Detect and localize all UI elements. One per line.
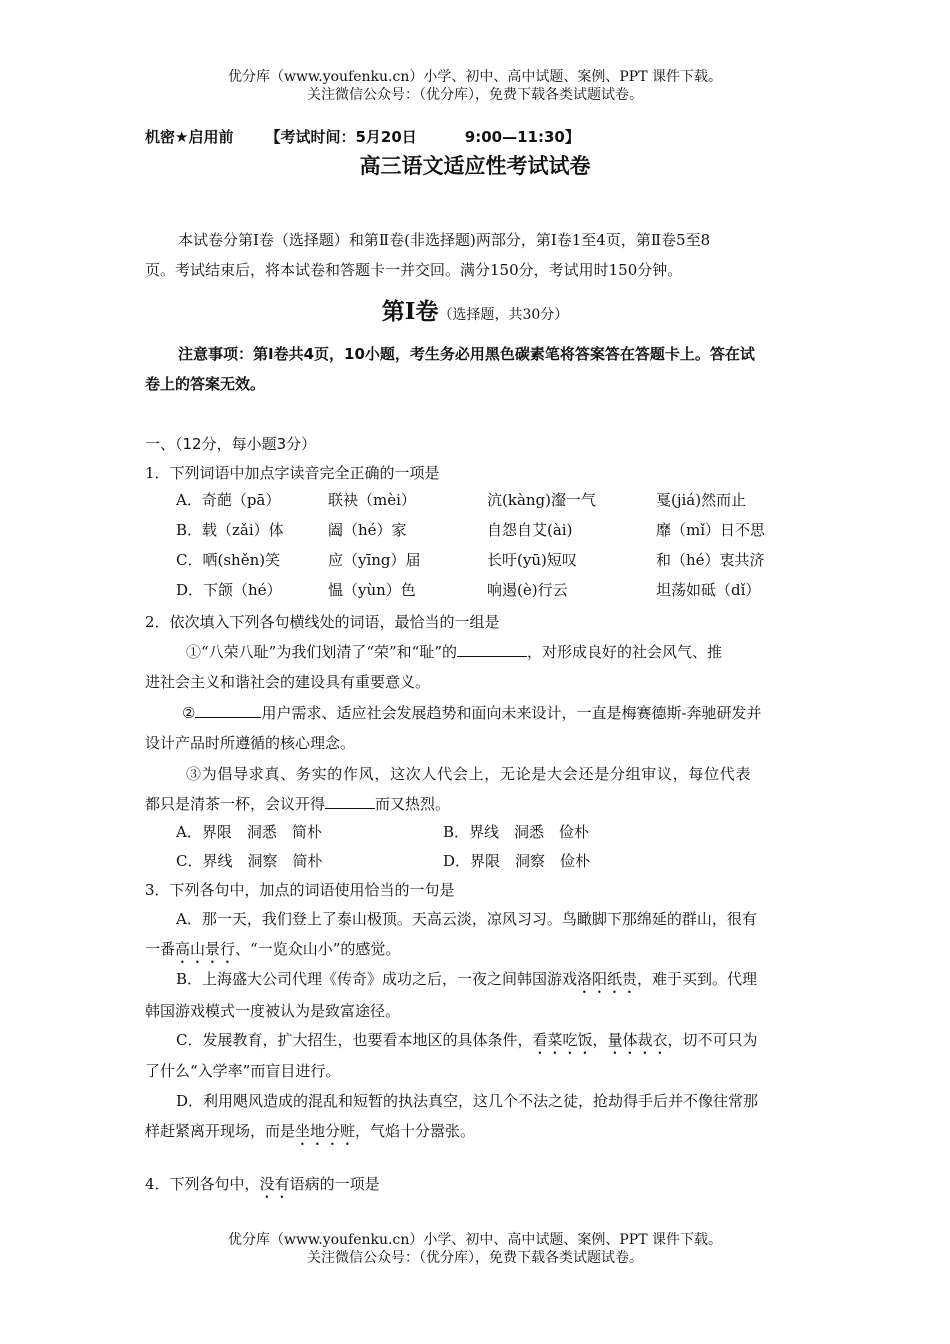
q3-c-mid: ， <box>592 1031 608 1049</box>
q2-s2-text-b: 用户需求、适应社会发展趋势和面向未来设计，一直是梅赛德斯-奔驰研发并 <box>261 704 762 722</box>
q2-s1-text-a: ①“八荣八耻”为我们划清了“荣”和“耻”的 <box>186 643 458 661</box>
exam-meta <box>145 126 580 147</box>
exam-date: 【考试时间：5月20日 <box>265 128 417 146</box>
q4-stem <box>145 1173 380 1202</box>
q3-b-pre: B．上海盛大公司代理《传奇》成功之后，一夜之间韩国游戏 <box>176 970 578 988</box>
q3-d-post: ，气焰十分嚣张。 <box>355 1122 476 1140</box>
q1-b-3: 自怨自艾(ài) <box>487 521 573 539</box>
q2-option-d: D．界限 洞察 俭朴 <box>443 852 591 870</box>
q2-option-b: B．界线 洞悉 俭朴 <box>443 823 590 841</box>
q3-d-pre: 样赶紧离开现场，而是 <box>145 1122 296 1140</box>
q3-c-dotted-2: 量体裁衣 <box>607 1031 668 1049</box>
q3-d-line2 <box>145 1120 475 1149</box>
site-header-line2: 关注微信公众号：（优分库），免费下载各类试题试卷。 <box>307 87 643 103</box>
q2-blank-1 <box>457 642 527 657</box>
q3-b-line1 <box>176 968 757 997</box>
q1-stem: 1．下列词语中加点字读音完全正确的一项是 <box>145 464 440 482</box>
q4-post: 语病的一项是 <box>289 1175 380 1193</box>
q1-d-4: 坦荡如砥（dǐ） <box>656 581 761 599</box>
q1-b-2: 阖（hé）家 <box>328 521 407 539</box>
notice-line1: 注意事项：第Ⅰ卷共4页，10小题，考生务必用黑色碳素笔将答案答在答题卡上。答在试 <box>178 345 755 363</box>
q1-d-1: D．下颌（hé） <box>176 581 282 599</box>
q3-a-line2 <box>145 938 400 967</box>
q2-s3-cont <box>145 793 450 814</box>
q2-sentence2 <box>182 702 762 723</box>
page-title: 高三语文适应性考试试卷 <box>359 153 591 178</box>
q3-b-post: ，难于买到。代理 <box>637 970 758 988</box>
intro-line1: 本试卷分第Ⅰ卷（选择题）和第Ⅱ卷(非选择题)两部分，第Ⅰ卷1至4页，第Ⅱ卷5至8 <box>178 231 711 249</box>
q2-option-c: C．界线 洞察 简朴 <box>176 852 323 870</box>
q2-stem: 2．依次填入下列各句横线处的词语，最恰当的一组是 <box>145 613 500 631</box>
q2-s2-cont: 设计产品时所遵循的核心理念。 <box>145 734 356 752</box>
q3-a-dotted: 高山景行 <box>175 940 236 958</box>
q1-c-1: C．哂(shěn)笑 <box>176 551 281 569</box>
q3-b-dotted: 洛阳纸贵 <box>577 970 638 988</box>
q2-blank-3 <box>325 794 375 809</box>
q3-d-dotted: 坐地分赃 <box>295 1122 356 1140</box>
q1-d-3: 响遏(è)行云 <box>487 581 568 599</box>
exam-hours: 9:00—11:30】 <box>464 128 580 146</box>
q3-b-line2: 韩国游戏模式一度被认为是致富途径。 <box>145 1002 401 1020</box>
q2-blank-2 <box>195 703 261 718</box>
notice-line2: 卷上的答案无效。 <box>145 375 266 393</box>
intro-line2: 页。考试结束后，将本试卷和答题卡一并交回。满分150分，考试用时150分钟。 <box>145 261 683 279</box>
volume-heading <box>0 293 950 326</box>
q1-a-3: 沆(kàng)瀣一气 <box>487 491 596 509</box>
q3-c-post: ，切不可只为 <box>667 1031 758 1049</box>
section-heading: 一、（12分，每小题3分） <box>145 435 317 453</box>
q3-a-pre: 一番 <box>145 940 176 958</box>
q1-d-2: 愠（yùn）色 <box>328 581 416 599</box>
q4-dotted: 没有 <box>259 1175 290 1193</box>
q3-d-line1: D．利用飓风造成的混乱和短暂的执法真空，这几个不法之徒，抢劫得手后并不像往常那 <box>176 1092 759 1110</box>
q3-c-dotted-1: 看菜吃饭 <box>532 1031 593 1049</box>
q2-s3-text-a: 都只是清茶一杯，会议开得 <box>145 795 326 813</box>
q1-b-4: 靡（mǐ）日不思 <box>656 521 766 539</box>
site-footer-line2: 关注微信公众号：（优分库），免费下载各类试题试卷。 <box>307 1250 643 1266</box>
q1-c-3: 长吁(yū)短叹 <box>487 551 577 569</box>
q2-sentence3: ③为倡导求真、务实的作风，这次人代会上，无论是大会还是分组审议，每位代表 <box>186 765 752 783</box>
q1-a-4: 戛(jiá)然而止 <box>656 491 747 509</box>
q3-a-post: 、“一览众山小”的感觉。 <box>235 940 401 958</box>
q2-s3-text-b: 而又热烈。 <box>375 795 451 813</box>
q3-stem: 3．下列各句中，加点的词语使用恰当的一句是 <box>145 881 455 899</box>
volume-title: 第Ⅰ卷 <box>381 298 439 325</box>
secret-label: 机密★启用前 <box>145 128 234 146</box>
q3-c-line2: 了什么“入学率”而盲目进行。 <box>145 1062 341 1080</box>
q1-b-1: B．载（zǎi）体 <box>176 521 284 539</box>
q1-a-2: 联袂（mèi） <box>328 491 416 509</box>
q2-option-a: A．界限 洞悉 简朴 <box>176 823 322 841</box>
q1-c-4: 和（hé）衷共济 <box>656 551 765 569</box>
q4-pre: 4．下列各句中， <box>145 1175 260 1193</box>
q2-s1-cont: 进社会主义和谐社会的建设具有重要意义。 <box>145 673 431 691</box>
q3-c-line1 <box>176 1029 758 1058</box>
site-header-line1: 优分库（www.youfenku.cn）小学、初中、高中试题、案例、PPT 课件下载。 <box>227 69 722 85</box>
q3-a-line1: A．那一天，我们登上了泰山极顶。天高云淡，凉风习习。鸟瞰脚下那绵延的群山，很有 <box>176 910 757 928</box>
q2-sentence1 <box>186 641 722 662</box>
q1-a-1: A．奇葩（pā） <box>176 491 281 509</box>
q2-s2-text-a: ② <box>182 704 196 722</box>
volume-subtitle: （选择题，共30分） <box>438 307 569 323</box>
q2-s1-text-b: ，对形成良好的社会风气、推 <box>527 643 723 661</box>
site-footer-line1: 优分库（www.youfenku.cn）小学、初中、高中试题、案例、PPT 课件下载。 <box>227 1232 722 1248</box>
q1-c-2: 应（yīng）届 <box>328 551 421 569</box>
q3-c-pre: C．发展教育，扩大招生，也要看本地区的具体条件， <box>176 1031 533 1049</box>
